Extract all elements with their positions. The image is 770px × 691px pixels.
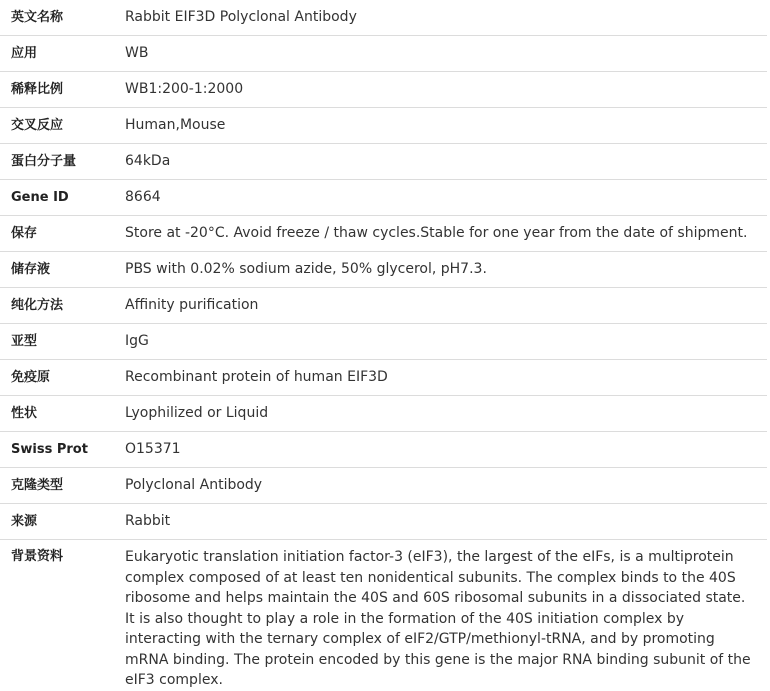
spec-key: 储存液 (0, 252, 125, 288)
spec-row-molecular-weight (0, 144, 767, 180)
spec-row-gene-id (0, 180, 767, 216)
spec-key: 亚型 (0, 324, 125, 360)
spec-row-host (0, 504, 767, 540)
spec-row-cross-reactivity (0, 108, 767, 144)
spec-key: 免疫原 (0, 360, 125, 396)
spec-row-application (0, 36, 767, 72)
spec-row-background (0, 540, 767, 691)
spec-key: 背景资料 (11, 549, 64, 564)
spec-value: 64kDa (125, 144, 767, 180)
spec-key: 交叉反应 (0, 108, 125, 144)
spec-row-storage (0, 216, 767, 252)
spec-key: 蛋白分子量 (0, 144, 125, 180)
spec-row-dilution (0, 72, 767, 108)
spec-key: 克隆类型 (0, 468, 125, 504)
spec-row-clonality (0, 468, 767, 504)
spec-key: 稀释比例 (0, 72, 125, 108)
spec-value: Store at -20°C. Avoid freeze / thaw cycles.Stable for one year from the date of shipment. (125, 216, 767, 252)
spec-key: 保存 (0, 216, 125, 252)
spec-value: Polyclonal Antibody (125, 468, 767, 504)
spec-key: 性状 (0, 396, 125, 432)
spec-row-isotype (0, 324, 767, 360)
spec-key: 来源 (0, 504, 125, 540)
spec-row-form (0, 396, 767, 432)
spec-value: Affinity purification (125, 288, 767, 324)
spec-key: 应用 (0, 36, 125, 72)
spec-key: Swiss Prot (0, 432, 125, 468)
spec-key: 英文名称 (0, 0, 125, 36)
spec-row-immunogen (0, 360, 767, 396)
spec-value: WB (125, 36, 767, 72)
spec-value: Recombinant protein of human EIF3D (125, 360, 767, 396)
spec-value: WB1:200-1:2000 (125, 72, 767, 108)
spec-key: 纯化方法 (0, 288, 125, 324)
spec-row-english-name (0, 0, 767, 36)
spec-key: Gene ID (0, 180, 125, 216)
spec-value: Rabbit EIF3D Polyclonal Antibody (125, 0, 767, 36)
spec-value: O15371 (125, 432, 767, 468)
spec-value: IgG (125, 324, 767, 360)
spec-value: Rabbit (125, 504, 767, 540)
spec-row-buffer (0, 252, 767, 288)
spec-value: PBS with 0.02% sodium azide, 50% glycerol, pH7.3. (125, 252, 767, 288)
spec-value: 8664 (125, 180, 767, 216)
spec-value: Lyophilized or Liquid (125, 396, 767, 432)
spec-value-paragraph: Eukaryotic translation initiation factor-3 (eIF3), the largest of the eIFs, is a multiprotein complex composed of at least ten nonidentical subunits. The complex binds to the 40S ribosome and helps maintain the 40S and 60S ribosomal subunits in a dissociated state. It is also thought to play a role in the formation of the 40S initiation complex by interacting with the ternary complex of eIF2/GTP/methionyl-tRNA, and by promoting mRNA binding. The protein encoded by this gene is the major RNA binding subunit of the eIF3 complex. (125, 549, 751, 688)
spec-value: Human,Mouse (125, 108, 767, 144)
spec-row-swiss-prot (0, 432, 767, 468)
spec-row-purification (0, 288, 767, 324)
